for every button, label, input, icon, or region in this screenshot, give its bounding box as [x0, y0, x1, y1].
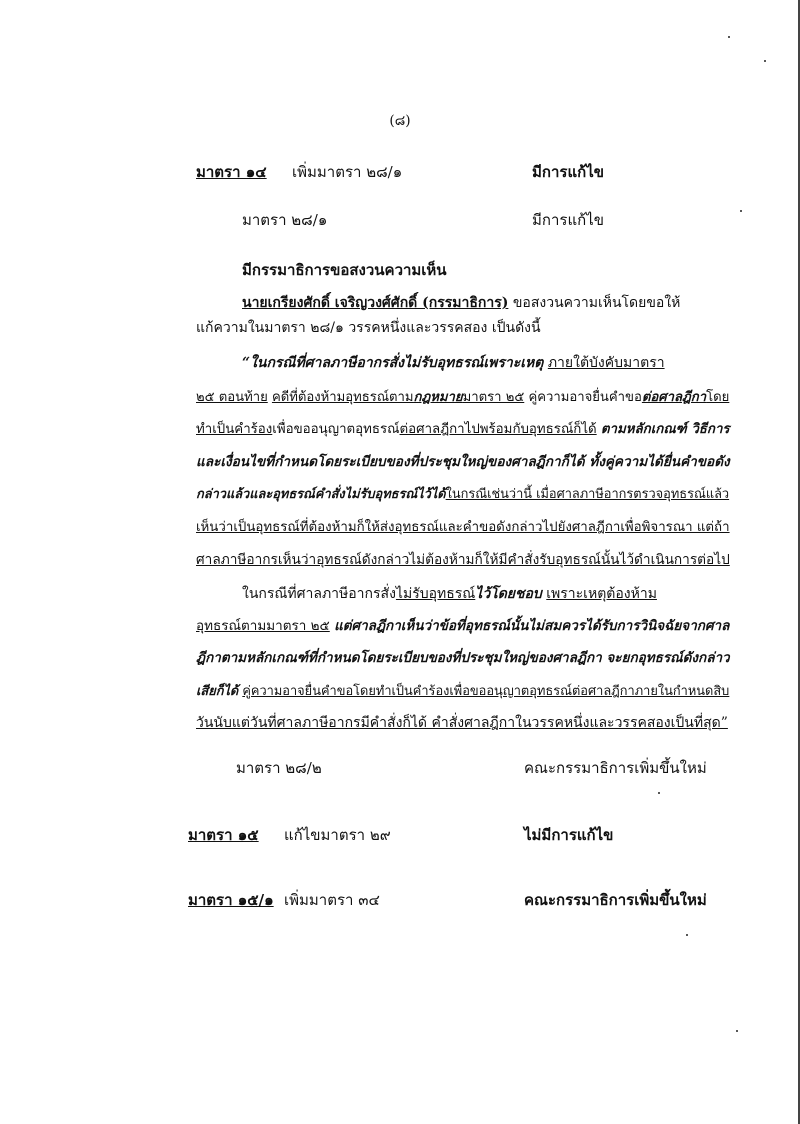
quote2-text: แต่ศาลฎีกาเห็นว่าข้อที่อุทธรณ์นั้นไม่สมควรได้รับการวินิจฉัยจากศาล [334, 618, 730, 634]
quote1-line2 [196, 386, 729, 407]
quote1-line1 [242, 352, 665, 374]
section-15-1-status: คณะกรรมาธิการเพิ่มขึ้นใหม่ [524, 891, 707, 909]
section-28-2-status: คณะกรรมาธิการเพิ่มขึ้นใหม่ [524, 759, 707, 777]
quote2-line4 [196, 680, 729, 701]
quote1-text: กล่าวแล้วและอุทธรณ์คำสั่งไม่รับอุทธรณ์ไว้ได้ [196, 487, 446, 502]
quote1-text: โดย [706, 390, 730, 405]
quote1-text: “ในกรณีที่ศาลภาษีอากรสั่งไม่รับอุทธรณ์เพราะเหตุ [242, 355, 544, 371]
quote2-line1 [242, 583, 657, 605]
scan-speck [740, 210, 742, 212]
section-28-1-label: มาตรา ๒๘/๑ [242, 211, 328, 229]
member-name: นายเกรียงศักดิ์ เจริญวงศ์ศักดิ์ (กรรมาธิการ) [242, 295, 509, 311]
minority-heading: มีกรรมาธิการขอสงวนความเห็น [242, 261, 447, 279]
quote1-text: ภายใต้บังคับมาตรา [547, 355, 665, 371]
quote1-text: คดีที่ต้องห้ามอุทธรณ์ตาม [271, 390, 414, 405]
quote2-text: ไว้โดยชอบ [475, 586, 542, 602]
scan-speck [728, 36, 730, 38]
section-15-status: ไม่มีการแก้ไข [524, 826, 614, 844]
quote1-line6: เห็นว่าเป็นอุทธรณ์ที่ต้องห้ามก็ให้ส่งอุทธรณ์และคำขอดังกล่าวไปยังศาลฎีกาเพื่อพิจารณา แต่ถ้า [196, 520, 730, 535]
page-number: (๘) [389, 113, 411, 129]
quote1-text: และเงื่อนไขที่กำหนดโดยระเบียบของที่ประชุมใหญ่ของศาลฎีกาก็ได้ ทั้งคู่ความได้ยื่นคำขอดัง [196, 454, 730, 470]
quote1-line3 [196, 418, 730, 439]
quote2-text: เสียก็ได้ [196, 684, 239, 699]
quote1-text: ต่อศาลฎีกาไปพร้อมกับอุทธรณ์ก็ได้ [399, 422, 597, 437]
section-14-status: มีการแก้ไข [532, 163, 604, 181]
section-15-1-action: เพิ่มมาตรา ๓๔ [284, 891, 380, 909]
quote2-text: อุทธรณ์ตามมาตรา ๒๕ [196, 618, 330, 634]
quote2-line5: วันนับแต่วันที่ศาลภาษีอากรมีคำสั่งก็ได้ คำสั่งศาลฎีกาในวรรคหนึ่งและวรรคสองเป็นที่สุด” [196, 715, 728, 731]
member-intro-line2: แก้ความในมาตรา ๒๘/๑ วรรคหนึ่งและวรรคสอง เป็นดังนี้ [196, 320, 541, 336]
section-15-1-label: มาตรา ๑๕/๑ [188, 891, 274, 909]
section-28-2-label: มาตรา ๒๘/๒ [236, 759, 322, 777]
section-15-action: แก้ไขมาตรา ๒๙ [284, 826, 391, 844]
quote1-line5 [196, 483, 729, 504]
quote2-text: เพราะเหตุต้องห้าม [546, 586, 657, 602]
scan-speck [658, 792, 660, 794]
quote2-line2 [196, 614, 729, 636]
section-28-1-status: มีการแก้ไข [532, 211, 604, 229]
scan-speck [764, 60, 766, 62]
member-intro-rest: ขอสงวนความเห็นโดยขอให้ [512, 295, 681, 311]
scan-speck [686, 934, 688, 936]
quote1-text: คู่ความอาจยื่นคำขอ [528, 390, 642, 405]
quote1-text: ในกรณีเช่นว่านี้ เมื่อศาลภาษีอากรตรวจอุทธรณ์แล้ว [445, 487, 730, 502]
quote1-line4 [196, 450, 730, 472]
section-14-label: มาตรา ๑๔ [196, 163, 267, 181]
quote1-line7: ศาลภาษีอากรเห็นว่าอุทธรณ์ดังกล่าวไม่ต้องห้ามก็ให้มีคำสั่งรับอุทธรณ์นั้นไว้ดำเนินการต่อไป [196, 552, 730, 568]
quote2-text: ไม่รับอุทธรณ์ [395, 586, 476, 602]
quote1-text: ๒๕ ตอนท้าย [196, 390, 268, 405]
section-14-action: เพิ่มมาตรา ๒๘/๑ [292, 163, 403, 181]
member-intro-line1 [242, 292, 680, 314]
quote2-text: คู่ความอาจยื่นคำขอโดยทำเป็นคำร้องเพื่อขออนุญาตอุทธรณ์ต่อศาลฎีกาภายในกำหนดสิบ [242, 684, 730, 699]
scan-speck [736, 1030, 738, 1032]
section-15-label: มาตรา ๑๕ [188, 826, 259, 844]
quote1-text: ตามหลักเกณฑ์ วิธีการ [600, 422, 730, 437]
quote1-text: ทำเป็นคำร้อง [196, 422, 273, 437]
quote1-text: กฎหมาย [413, 390, 463, 405]
quote1-text: มาตรา ๒๕ [462, 390, 525, 405]
quote2-line3: ฎีกาตามหลักเกณฑ์ที่กำหนดโดยระเบียบของที่ประชุมใหญ่ของศาลฎีกา จะยกอุทธรณ์ดังกล่าว [196, 650, 730, 666]
quote1-text: เพื่อขออนุญาตอุทธรณ์ [272, 422, 400, 437]
quote1-text: ต่อศาลฎีกา [641, 390, 707, 405]
quote2-text: ในกรณีที่ศาลภาษีอากรสั่ง [242, 586, 396, 602]
